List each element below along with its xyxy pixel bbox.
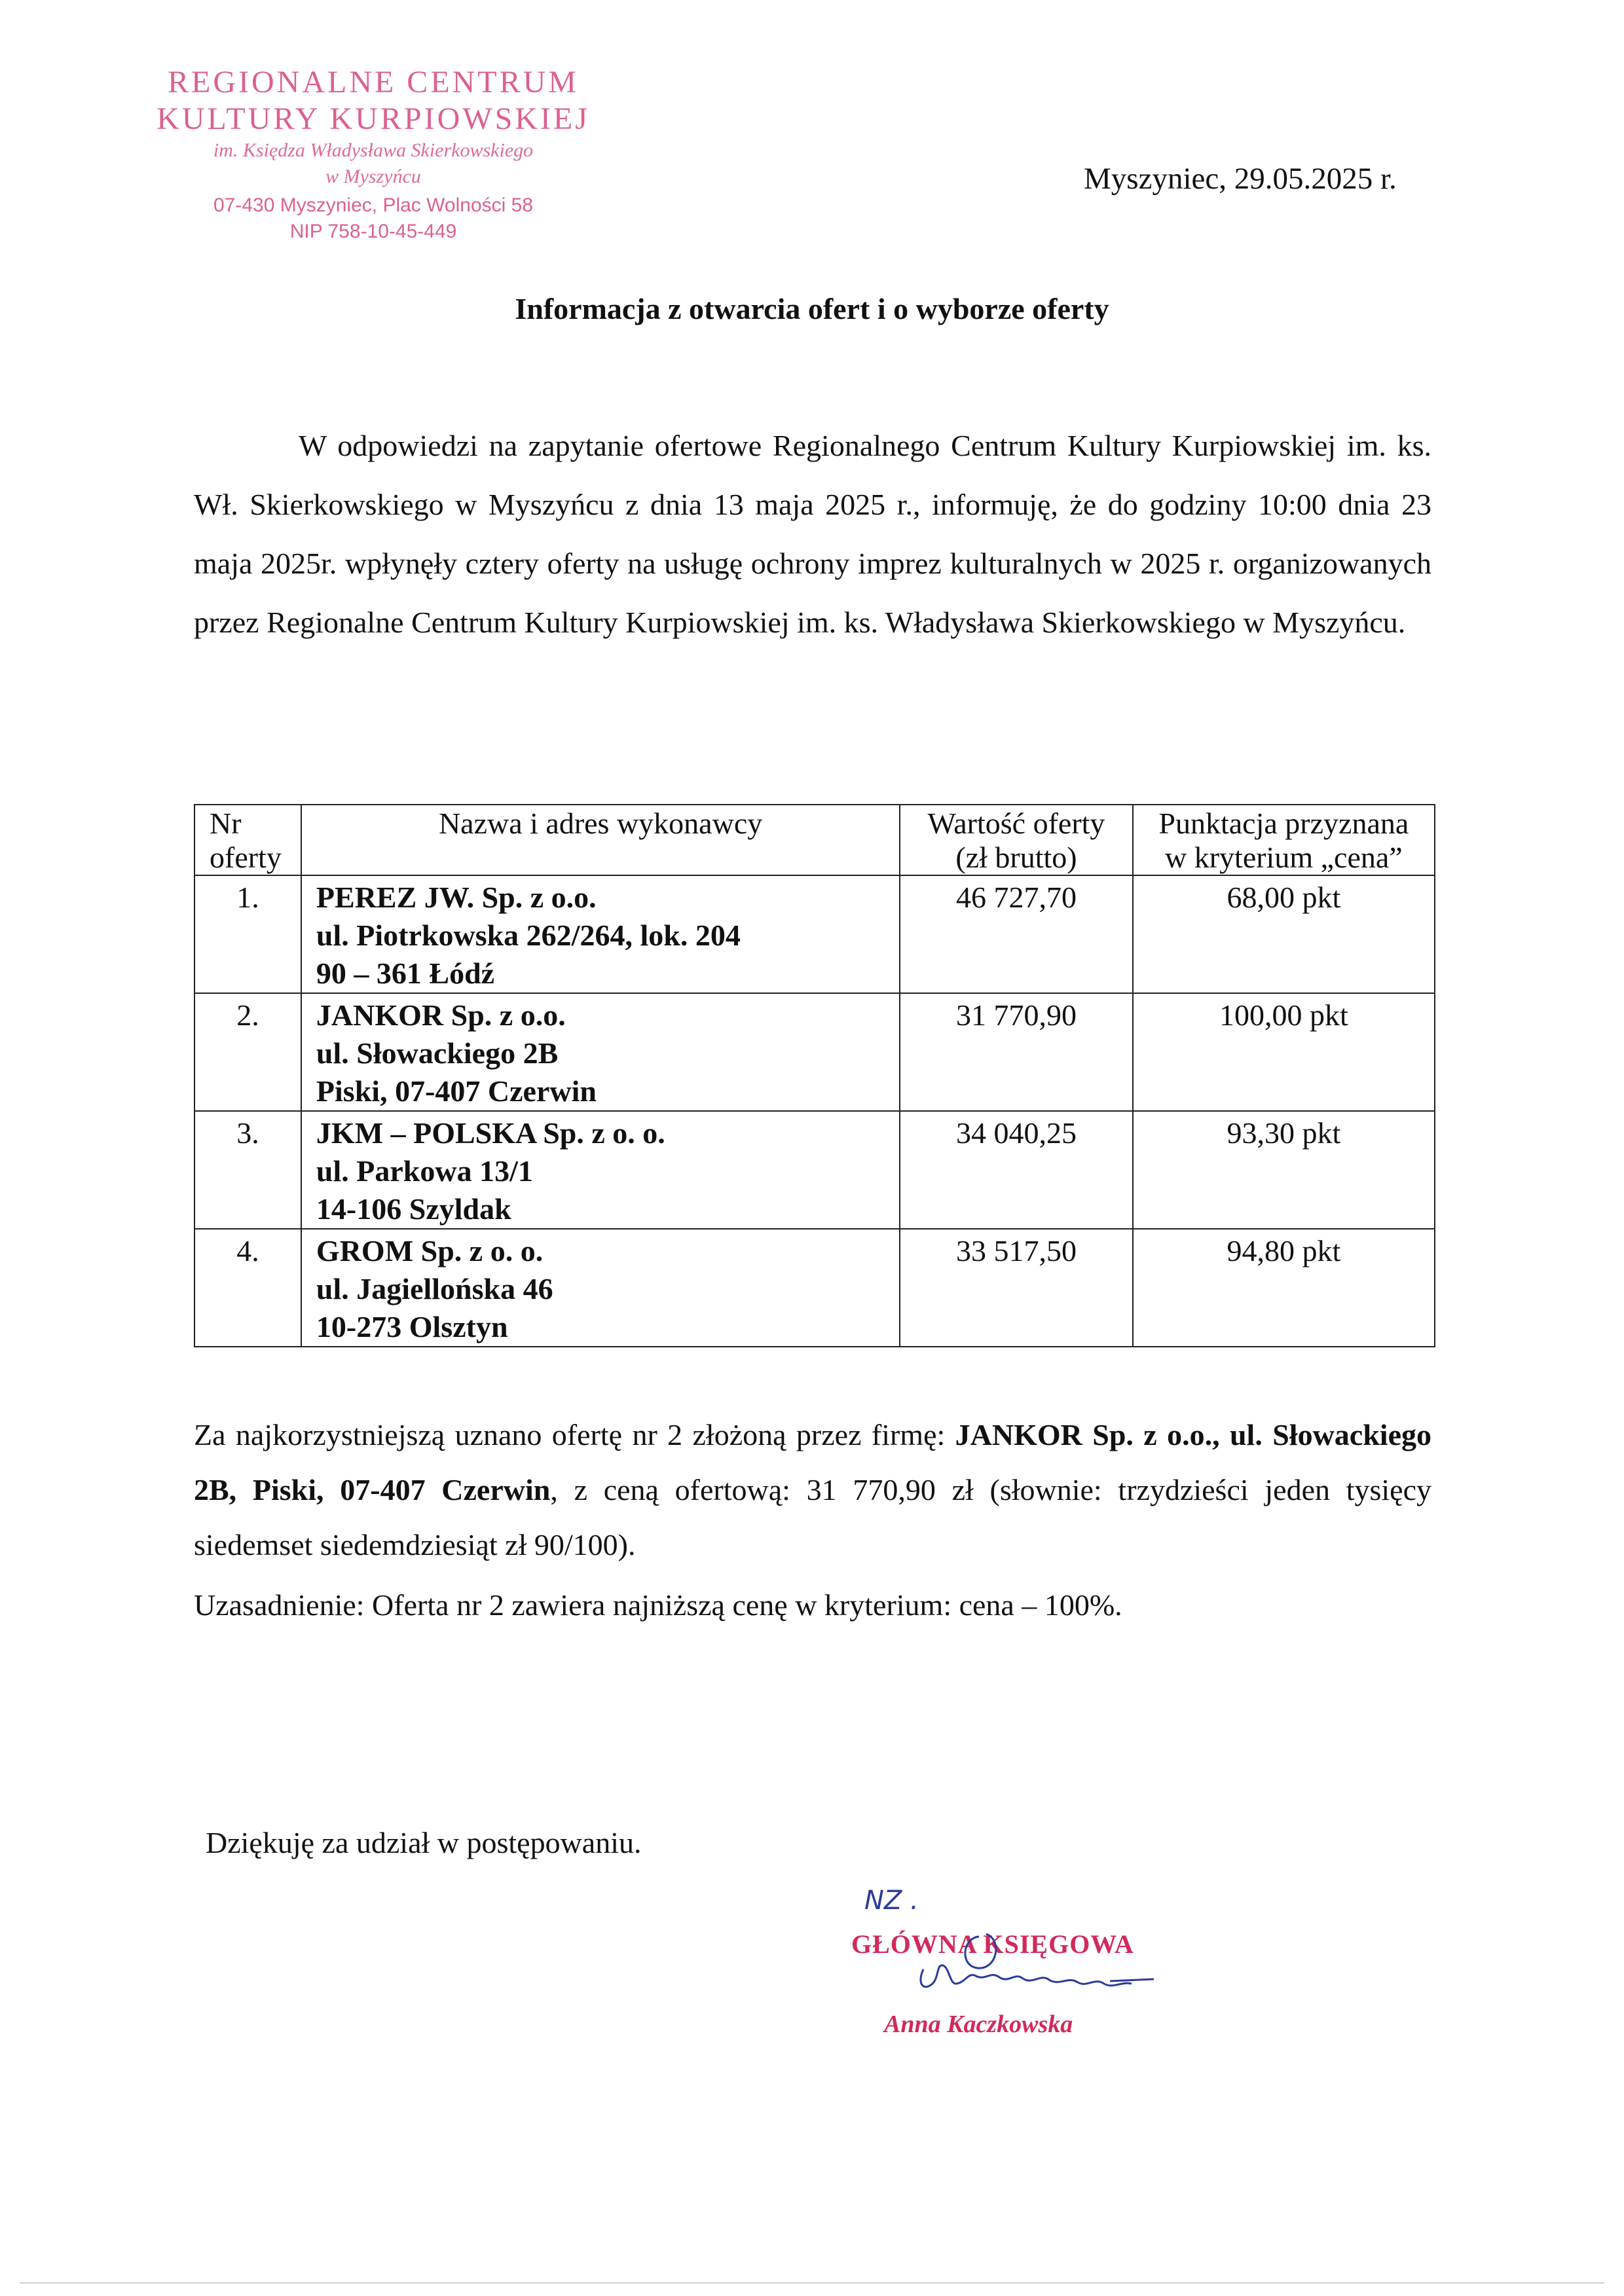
result-text-2: , z ceną ofertową: 31 770,90 zł (słownie: trzydzieści jeden tysięcy siedemset siedemdziesiąt zł 90/100).: [194, 1473, 1431, 1561]
stamp-line-town: w Myszyńcu: [325, 166, 421, 187]
offer-number: 1.: [194, 875, 301, 993]
table-row: [194, 1229, 1435, 1347]
contractor-cell: [301, 993, 900, 1111]
header-nr-line2: oferty: [210, 841, 282, 874]
contractor-city: 90 – 361 Łódź: [316, 957, 495, 990]
contractor-name: PEREZ JW. Sp. z o.o.: [316, 881, 597, 914]
offer-value: 34 040,25: [900, 1111, 1132, 1229]
signature-block: [851, 1886, 1244, 2049]
stamp-line-nip: NIP 758-10-45-449: [289, 221, 457, 242]
contractor-city: 14-106 Szyldak: [316, 1192, 511, 1226]
header-nr-line1: Nr: [210, 807, 242, 840]
header-contractor-label: Nazwa i adres wykonawcy: [438, 807, 763, 840]
contractor-cell: [301, 1111, 900, 1229]
table-row: [194, 993, 1435, 1111]
page-bottom-edge: [20, 2282, 1604, 2284]
stamp-line-name-1: REGIONALNE CENTRUM: [168, 65, 579, 100]
offer-value: 46 727,70: [900, 875, 1132, 993]
contractor-name: JANKOR Sp. z o.o.: [316, 998, 566, 1032]
contractor-name: JKM – POLSKA Sp. z o. o.: [316, 1116, 665, 1150]
stamp-line-patron: im. Księdza Władysława Skierkowskiego: [213, 139, 534, 161]
offers-table: [194, 804, 1435, 1347]
offer-number: 3.: [194, 1111, 301, 1229]
offer-value: 31 770,90: [900, 993, 1132, 1111]
table-row: [194, 1111, 1435, 1229]
contractor-name: GROM Sp. z o. o.: [316, 1234, 544, 1267]
stamp-line-name-2: KULTURY KURPIOWSKIEJ: [157, 101, 590, 136]
nz-annotation: NZ .: [864, 1886, 919, 1916]
document-date: Myszyniec, 29.05.2025 r.: [1084, 162, 1397, 196]
header-points-line2: w kryterium „cena”: [1165, 841, 1403, 874]
role-stamp: GŁÓWNA KSIĘGOWA: [851, 1929, 1134, 1959]
contractor-street: ul. Piotrkowska 262/264, lok. 204: [316, 919, 741, 952]
table-header-row: [194, 805, 1435, 875]
offer-number: 4.: [194, 1229, 301, 1347]
result-text-1: Za najkorzystniejszą uznano ofertę nr 2 złożoną przez firmę:: [194, 1418, 955, 1451]
header-value-line1: Wartość oferty: [927, 807, 1105, 840]
contractor-street: ul. Parkowa 13/1: [316, 1154, 533, 1188]
table-row: [194, 875, 1435, 993]
offer-value: 33 517,50: [900, 1229, 1132, 1347]
intro-paragraph: W odpowiedzi na zapytanie ofertowe Regionalnego Centrum Kultury Kurpiowskiej im. ks. Wł. Skierkowskiego w Myszyńcu z dnia 13 maja 2025 r., informuję, że do godziny 10:00 dnia 23 maja 2025r. wpłynęły cztery oferty na usługę ochrony imprez kulturalnych w 2025 r. organizowanych przez Regionalne Centrum Kultury Kurpiowskiej im. ks. Władysława Skierkowskiego w Myszyńcu.: [194, 429, 1431, 639]
header-points-line1: Punktacja przyznana: [1158, 807, 1409, 840]
document-title: Informacja z otwarcia ofert i o wyborze oferty: [515, 292, 1109, 325]
contractor-cell: [301, 875, 900, 993]
institution-stamp: [124, 64, 622, 245]
offer-points: 94,80 pkt: [1133, 1229, 1435, 1347]
contractor-city: 10-273 Olsztyn: [316, 1310, 508, 1343]
offer-points: 100,00 pkt: [1133, 993, 1435, 1111]
name-stamp: Anna Kaczkowska: [884, 2011, 1073, 2038]
header-value: [900, 805, 1132, 875]
contractor-city: Piski, 07-407 Czerwin: [316, 1074, 597, 1108]
stamp-line-address: 07-430 Myszyniec, Plac Wolności 58: [213, 194, 533, 216]
header-contractor: [301, 805, 900, 875]
contractor-cell: [301, 1229, 900, 1347]
winning-company: JANKOR Sp. z o.o., ul. Słowackiego 2B, Piski, 07-407 Czerwin: [194, 1418, 1431, 1506]
offer-points: 68,00 pkt: [1133, 875, 1435, 993]
contractor-street: ul. Jagiellońska 46: [316, 1272, 553, 1305]
thanks-line: Dziękuję za udział w postępowaniu.: [206, 1826, 642, 1859]
offer-points: 93,30 pkt: [1133, 1111, 1435, 1229]
header-points: [1133, 805, 1435, 875]
justification: Uzasadnienie: Oferta nr 2 zawiera najniższą cenę w kryterium: cena – 100%.: [194, 1588, 1122, 1622]
header-offer-number: [194, 805, 301, 875]
header-value-line2: (zł brutto): [955, 841, 1077, 874]
contractor-street: ul. Słowackiego 2B: [316, 1036, 559, 1070]
result-paragraph: [194, 1408, 1431, 1573]
offer-number: 2.: [194, 993, 301, 1111]
